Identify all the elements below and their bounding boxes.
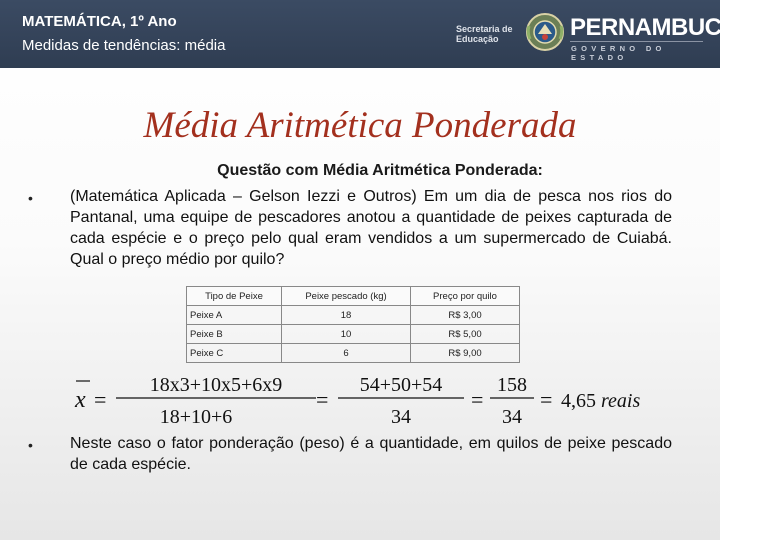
question-paragraph: (Matemática Aplicada – Gelson Iezzi e Outros) Em um dia de pesca nos rios do Pantanal, uma equipe de pescadores anotou a quantidade de peixes capturada de cada espécie e o preço pelo qual eram vendidos a um supermercado de Cuiabá. Qual o preço médio por quilo? xyxy=(70,188,672,268)
table-cell: Peixe B xyxy=(187,325,282,344)
formula-equals: = xyxy=(94,387,107,412)
table-cell: R$ 9,00 xyxy=(411,344,520,363)
fish-table xyxy=(186,286,520,363)
table-cell: Peixe C xyxy=(187,344,282,363)
frac2-denominator: 34 xyxy=(391,406,411,428)
state-seal-icon xyxy=(525,12,565,52)
table-cell: 18 xyxy=(282,306,411,325)
secretaria-line1: Secretaria de xyxy=(456,24,513,34)
table-cell: Peixe A xyxy=(187,306,282,325)
frac3-denominator: 34 xyxy=(502,406,522,428)
question-title: Questão com Média Aritmética Ponderada: xyxy=(217,162,543,179)
brand-subtitle: GOVERNO DO ESTADO xyxy=(571,44,666,62)
formula-lhs: x xyxy=(75,387,86,413)
table-header-cell: Preço por quilo xyxy=(411,287,520,306)
course-title: MATEMÁTICA, 1º Ano xyxy=(22,13,177,30)
table-cell: R$ 3,00 xyxy=(411,306,520,325)
bullet-1: • xyxy=(28,190,33,206)
course-subtitle: Medidas de tendências: média xyxy=(22,37,226,54)
frac2-numerator: 54+50+54 xyxy=(359,374,443,396)
table-header-cell: Peixe pescado (kg) xyxy=(282,287,411,306)
frac1-denominator: 18+10+6 xyxy=(159,406,233,428)
secretaria-line2: Educação xyxy=(456,34,499,44)
formula-equals-4: = xyxy=(540,387,553,412)
table-row xyxy=(187,306,520,325)
table-row xyxy=(187,344,520,363)
weighted-mean-formula xyxy=(70,367,680,431)
table-cell: 10 xyxy=(282,325,411,344)
table-row xyxy=(187,325,520,344)
frac1-numerator: 18x3+10x5+6x9 xyxy=(149,374,283,396)
frac3-numerator: 158 xyxy=(497,374,527,396)
secretaria-label xyxy=(456,24,520,44)
formula-equals-3: = xyxy=(471,387,484,412)
formula-result: 4,65 xyxy=(561,390,596,412)
bullet-2: • xyxy=(28,437,33,453)
header-bar xyxy=(0,0,740,68)
table-cell: 6 xyxy=(282,344,411,363)
conclusion-paragraph: Neste caso o fator ponderação (peso) é a quantidade, em quilos de peixe pescado de cada espécie. xyxy=(70,435,672,473)
table-cell: R$ 5,00 xyxy=(411,325,520,344)
formula-equals-2: = xyxy=(316,387,329,412)
brand-name: PERNAMBUCO xyxy=(570,14,740,41)
brand-divider xyxy=(570,41,703,42)
slide-title: Média Aritmética Ponderada xyxy=(143,105,577,146)
table-header-row xyxy=(187,287,520,306)
formula-unit: reais xyxy=(601,390,641,412)
table-header-cell: Tipo de Peixe xyxy=(187,287,282,306)
